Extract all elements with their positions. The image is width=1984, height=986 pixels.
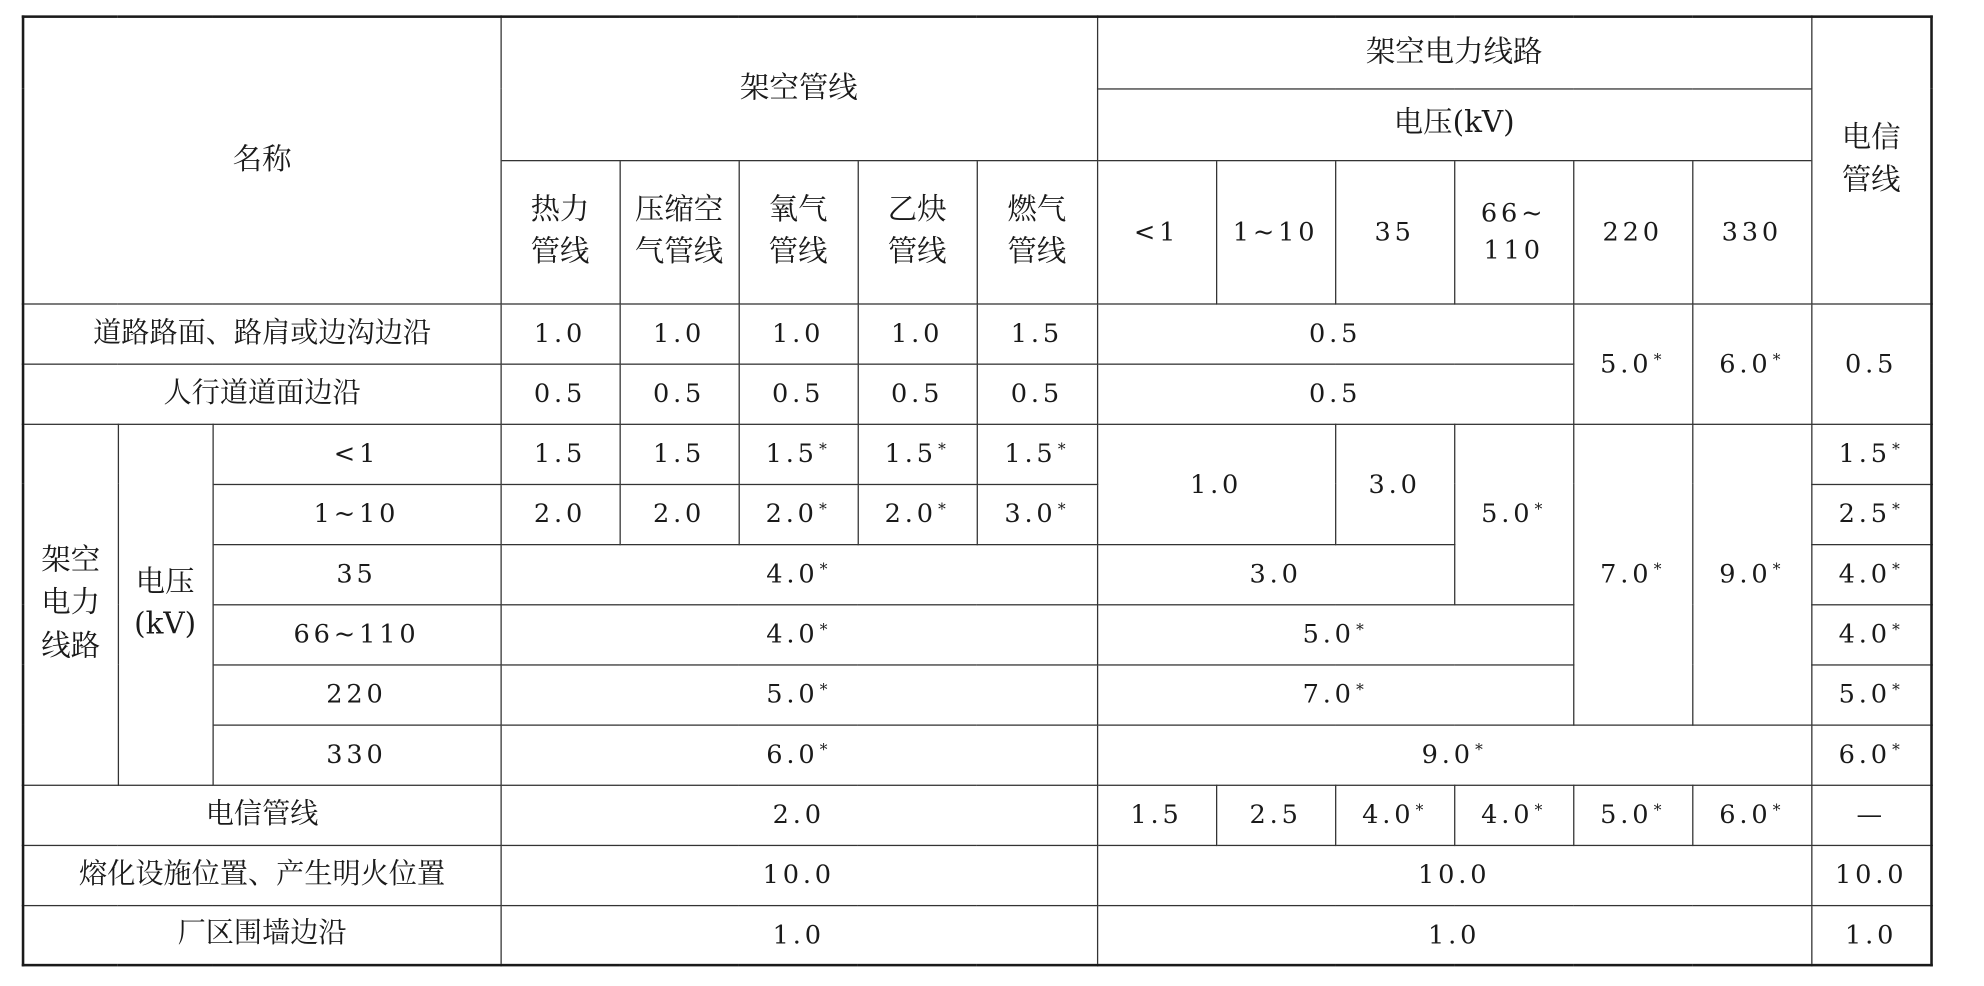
cell: 2.0: [501, 484, 620, 544]
cell: 2.5: [1216, 785, 1335, 845]
cell: 1.0: [1097, 905, 1811, 965]
table-row-wall: [23, 905, 1932, 965]
header-pipe-compressed-air: 压缩空 气管线: [620, 160, 739, 303]
cell: 7.0*: [1573, 424, 1692, 725]
cell-road-telecom: 0.5: [1811, 303, 1931, 423]
cell: 7.0*: [1097, 664, 1573, 724]
cell: 4.0*: [501, 604, 1098, 664]
row-group-label-power-lines: 架空 电力 线路: [23, 424, 118, 785]
cell: 1.5*: [739, 424, 858, 484]
cell: 5.0*: [501, 664, 1098, 724]
cell: 1.0: [858, 303, 977, 363]
row-label-voltage: <1: [212, 424, 500, 484]
cell: 1.0: [739, 303, 858, 363]
cell: 0.5: [620, 364, 739, 424]
cell: 1.0: [501, 905, 1098, 965]
cell: 4.0*: [1454, 785, 1573, 845]
header-voltage-66-110: 66~ 110: [1454, 160, 1573, 303]
clearance-table: [22, 15, 1933, 966]
cell: 2.0*: [858, 484, 977, 544]
cell: 4.0*: [1335, 785, 1454, 845]
row-label-telecom: 电信管线: [23, 785, 500, 845]
cell: 1.5*: [1811, 424, 1931, 484]
row-label-wall: 厂区围墙边沿: [23, 905, 500, 965]
header-voltage-1-10: 1~10: [1216, 160, 1335, 303]
cell: 3.0: [1097, 544, 1454, 604]
row-label-voltage: 66~110: [212, 604, 500, 664]
table-row-power-330: [23, 724, 1932, 784]
row-label-road: 道路路面、路肩或边沟边沿: [23, 303, 500, 363]
cell: 5.0*: [1454, 424, 1573, 604]
header-voltage-lt1: <1: [1097, 160, 1216, 303]
header-pipe-heat: 热力 管线: [501, 160, 620, 303]
header-pipe-gas: 燃气 管线: [977, 160, 1097, 303]
header-telecom-pipes: [1811, 17, 1931, 304]
row-label-voltage: 35: [212, 544, 500, 604]
cell: 1.0: [1811, 905, 1931, 965]
cell: 1.5: [620, 424, 739, 484]
cell: 10.0: [1097, 845, 1811, 905]
cell: 9.0*: [1692, 424, 1811, 725]
cell: 4.0*: [1811, 604, 1931, 664]
header-pipe-acetylene: 乙炔 管线: [858, 160, 977, 303]
cell: 0.5: [1097, 364, 1573, 424]
header-pipe-oxygen: 氧气 管线: [739, 160, 858, 303]
cell: 0.5: [858, 364, 977, 424]
cell: 2.0: [501, 785, 1098, 845]
header-telecom-line2: 管线: [1841, 164, 1901, 198]
cell: 0.5: [977, 364, 1097, 424]
header-aerial-power-lines: 架空电力线路: [1097, 17, 1811, 89]
row-label-voltage: 1~10: [212, 484, 500, 544]
cell: 1.5: [1097, 785, 1216, 845]
cell: 2.5*: [1811, 484, 1931, 544]
cell-road-330: 6.0*: [1692, 303, 1811, 423]
row-group-label-voltage: 电压 (kV): [118, 424, 213, 785]
cell: 1.5: [977, 303, 1097, 363]
cell: 1.5: [501, 424, 620, 484]
cell: 4.0*: [1811, 544, 1931, 604]
table-row-power-lt1: [23, 424, 1932, 484]
cell: 9.0*: [1097, 724, 1811, 784]
header-voltage-220: 220: [1573, 160, 1692, 303]
header-voltage-330: 330: [1692, 160, 1811, 303]
table-row-fire: [23, 845, 1932, 905]
cell: 5.0*: [1097, 604, 1573, 664]
cell: —: [1811, 785, 1931, 845]
cell: 5.0*: [1811, 664, 1931, 724]
row-label-voltage: 220: [212, 664, 500, 724]
cell: 10.0: [501, 845, 1098, 905]
cell: 1.0: [501, 303, 620, 363]
cell-road-220: 5.0*: [1573, 303, 1692, 423]
cell: 6.0*: [501, 724, 1098, 784]
header-aerial-pipes: 架空管线: [501, 17, 1098, 160]
row-label-sidewalk: 人行道道面边沿: [23, 364, 500, 424]
cell: 0.5: [739, 364, 858, 424]
header-voltage-35: 35: [1335, 160, 1454, 303]
cell: 1.5*: [977, 424, 1097, 484]
cell: 6.0*: [1811, 724, 1931, 784]
table-row-telecom: [23, 785, 1932, 845]
cell: 1.0: [620, 303, 739, 363]
cell: 10.0: [1811, 845, 1931, 905]
cell: 3.0: [1335, 424, 1454, 544]
cell: 0.5: [1097, 303, 1573, 363]
cell: 2.0: [620, 484, 739, 544]
cell: 1.0: [1097, 424, 1335, 544]
cell: 6.0*: [1692, 785, 1811, 845]
cell: 0.5: [501, 364, 620, 424]
cell: 5.0*: [1573, 785, 1692, 845]
row-label-fire: 熔化设施位置、产生明火位置: [23, 845, 500, 905]
header-name: 名称: [23, 17, 500, 304]
row-label-voltage: 330: [212, 724, 500, 784]
table-row-road: [23, 303, 1932, 363]
cell: 1.5*: [858, 424, 977, 484]
cell: 2.0*: [739, 484, 858, 544]
cell: 4.0*: [501, 544, 1098, 604]
header-voltage: 电压(kV): [1097, 88, 1811, 160]
cell: 3.0*: [977, 484, 1097, 544]
header-telecom-line1: 电信: [1841, 121, 1901, 155]
